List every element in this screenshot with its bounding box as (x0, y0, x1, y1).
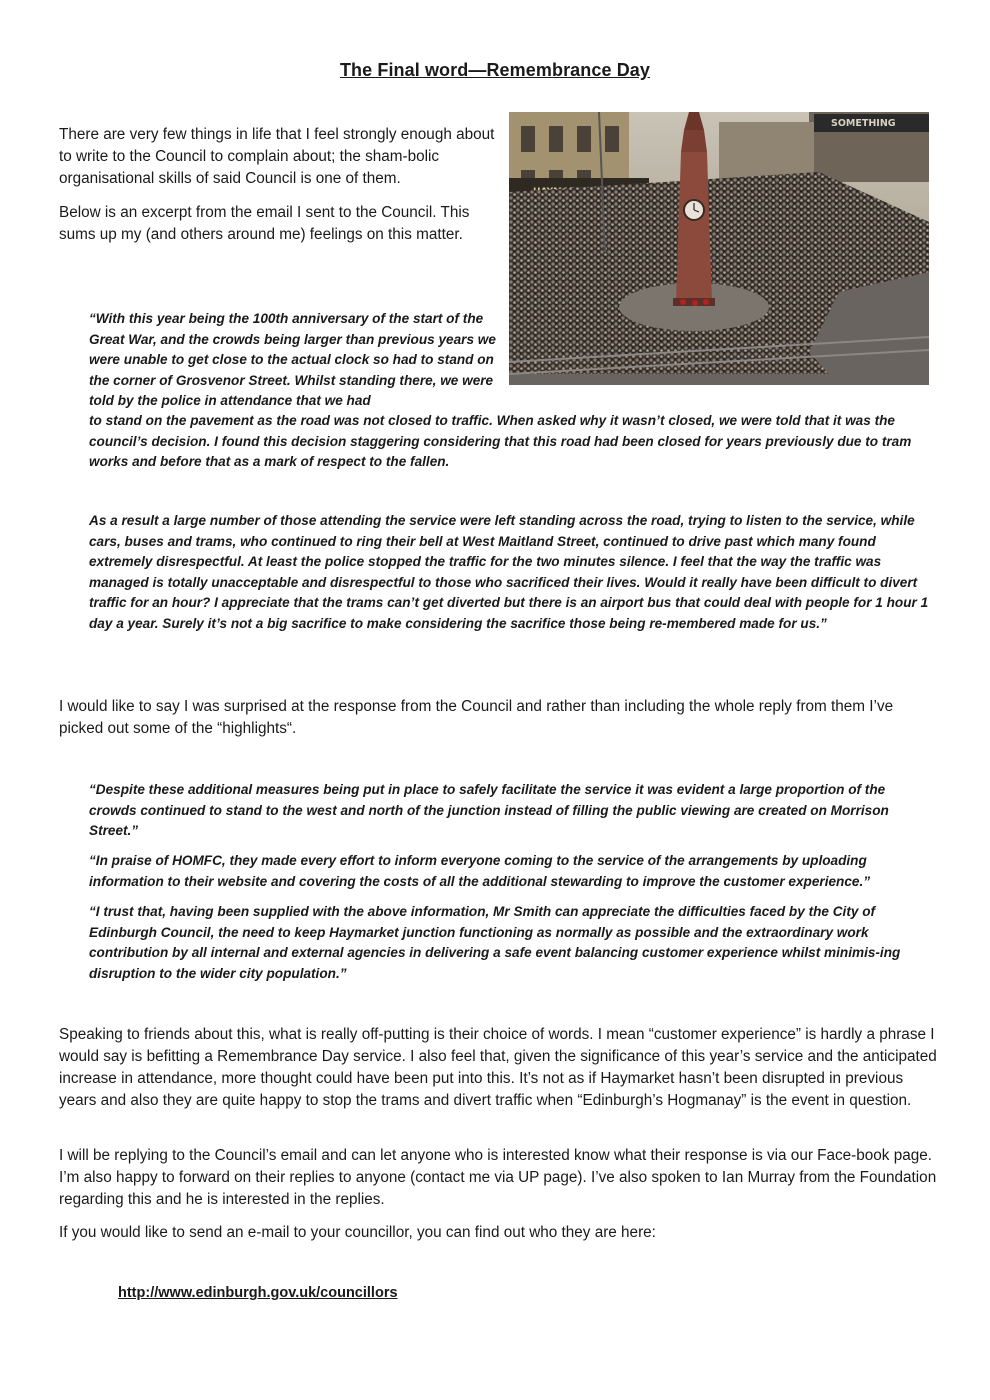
closing-paragraph: Speaking to friends about this, what is really off-putting is their choice of words. I mean “customer experience” is hardly a phrase I would say is befitting a Remembrance Day service. I also feel that, given the significance of this year’s service and the anticipated increase in attendance, more thought could have been put into this. It’s not as if Haymarket hasn’t been disrupted in previous years and also they are quite happy to stop the trams and divert traffic when “Edinburgh’s Hogmanay” is the event in question. (59, 1026, 937, 1109)
article-title: The Final word—Remembrance Day (339, 60, 651, 80)
council-quote: “I trust that, having been supplied with the above information, Mr Smith can appreciate the difficulties faced by the City of Edinburgh Council, the need to keep Haymarket junction functioning as normally as possible and the extraordinary work contribution by all internal and external agencies in delivering a safe event balancing customer experience whilst minimis-ing disruption to the wider city population.” (89, 904, 901, 981)
email-excerpt-part1-narrow: “With this year being the 100th anniversary of the start of the Great War, and the crowds being larger than previous years we were unable to get close to the actual clock so had to stand on the corner of Grosvenor Street. Whilst standing there, we were told by the police in attendance that we had (89, 311, 496, 408)
council-quote: “Despite these additional measures being put in place to safely facilitate the service it was evident a large proportion of the crowds continued to stand to the west and north of the junction instead of filling the public viewing are created on Morrison Street.” (89, 782, 889, 838)
email-excerpt-part2: As a result a large number of those attending the service were left standing across the road, trying to listen to the service, while cars, buses and trams, who continued to ring their bell at West Maitland Street, continued to drive past which many found extremely disrespectful. At least the police stopped the traffic for the two minutes silence. I feel that the way the traffic was managed is totally unacceptable and disrespectful to those who sacrificed their lives. Would it really have been difficult to divert traffic for an hour? I appreciate that the trams can’t get diverted but there is an airport bus that could deal with people for 1 hour 1 day a year. Surely it’s not a big sacrifice to make considering the sacrifice those being re-membered made for us.” (89, 513, 929, 631)
closing-paragraph: If you would like to send an e-mail to your councillor, you can find out who they are here: (59, 1224, 656, 1241)
councillors-link[interactable]: http://www.edinburgh.gov.uk/councillors (118, 1285, 398, 1301)
closing-paragraph: I will be replying to the Council’s email and can let anyone who is interested know what their response is via our Face-book page. I’m also happy to forward on their replies to anyone (contact me via UP page). I’ve also spoken to Ian Murray from the Foundation regarding this and he is interested in the replies. (59, 1147, 937, 1208)
remembrance-crowd-photo (509, 112, 929, 385)
council-quote: “In praise of HOMFC, they made every effort to inform everyone coming to the service of the arrangements by uploading information to their website and covering the costs of all the additional stewarding to improve the customer experience.” (89, 853, 871, 889)
response-intro: I would like to say I was surprised at the response from the Council and rather than including the whole reply from them I’ve picked out some of the “highlights“. (59, 698, 894, 737)
intro-paragraph: Below is an excerpt from the email I sent to the Council. This sums up my (and others around me) feelings on this matter. (59, 204, 470, 243)
email-excerpt-part1-wide: to stand on the pavement as the road was not closed to traffic. When asked why it wasn’t closed, we were told that it was the council’s decision. I found this decision staggering considering that this road had been closed for years previously due to tram works and before that as a mark of respect to the fallen. (89, 413, 912, 469)
intro-paragraph: There are very few things in life that I feel strongly enough about to write to the Council to complain about; the sham-bolic organisational skills of said Council is one of them. (59, 126, 495, 187)
billboard-sign: SOMETHING (831, 118, 896, 129)
